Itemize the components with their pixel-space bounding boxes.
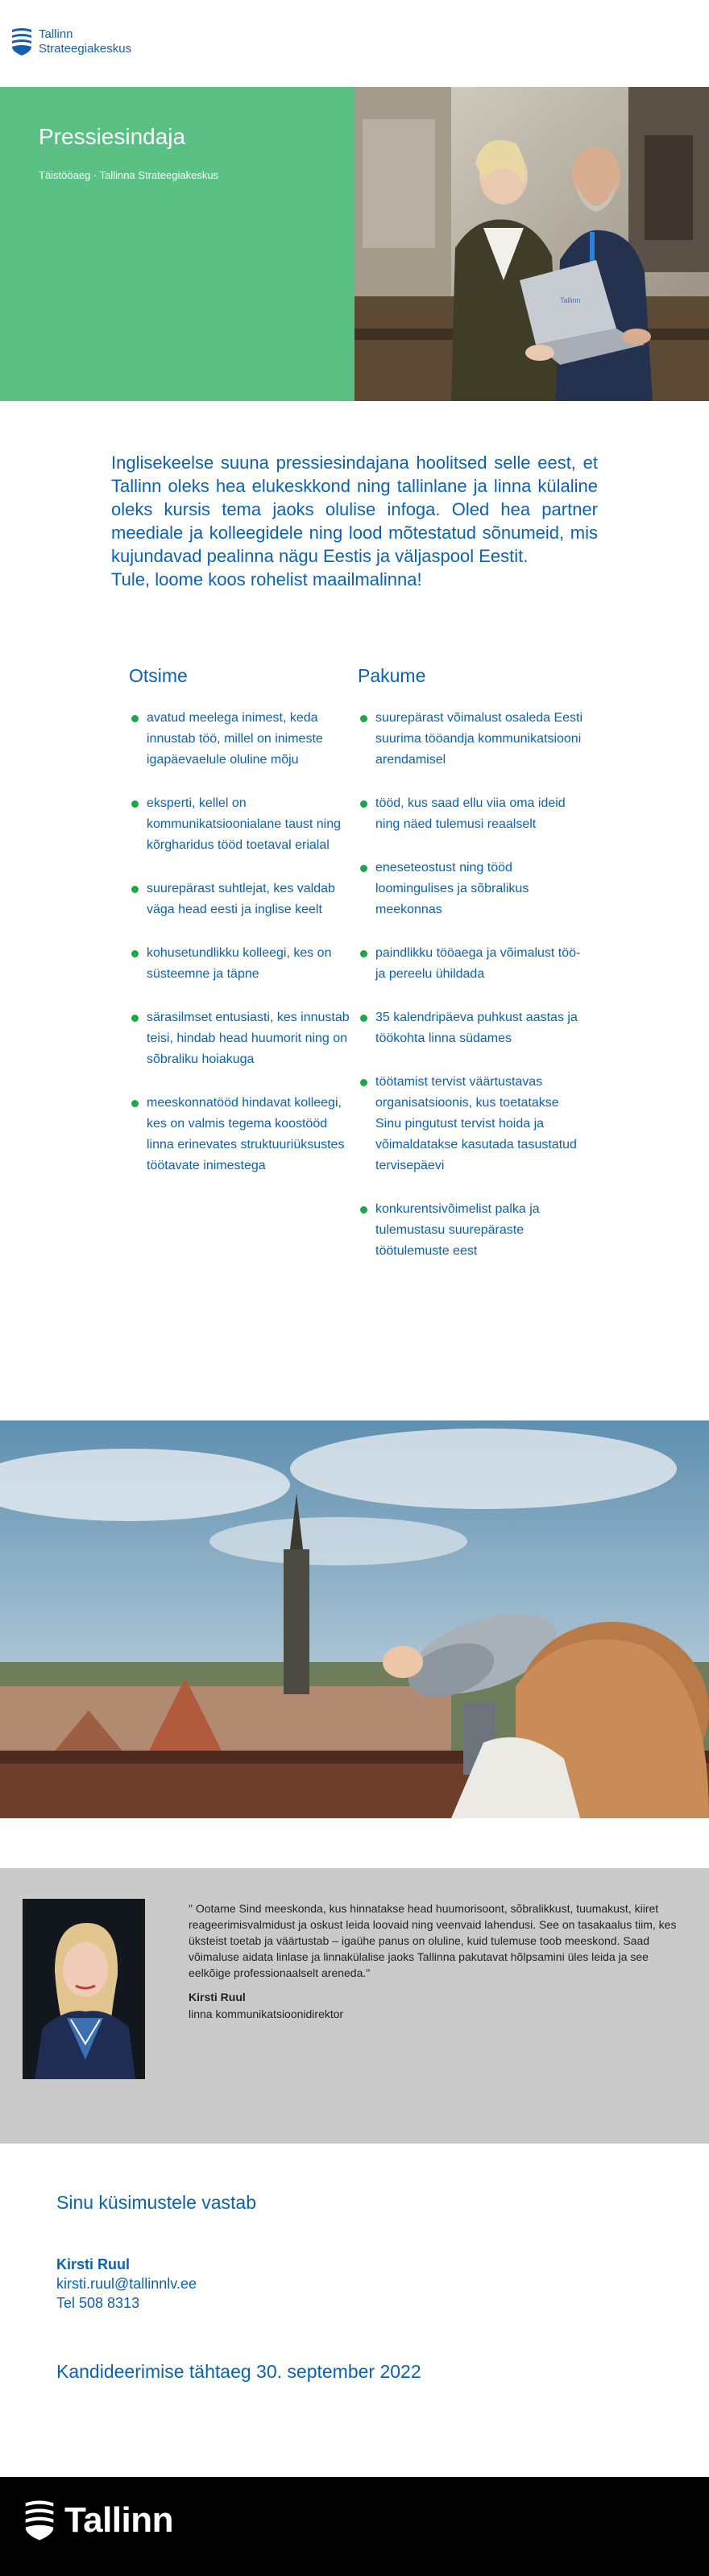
svg-text:Tallinn: Tallinn bbox=[560, 296, 581, 304]
page-header bbox=[0, 0, 709, 87]
kirsti-ruul-portrait bbox=[23, 1899, 145, 2079]
list-item: eneseteostust ning tööd loomingulises ja sõbralikus meekonnas bbox=[358, 858, 583, 920]
seeking-list bbox=[129, 708, 354, 1176]
list-item: suurepärast suhtlejat, kes valdab väga head eesti ja inglise keelt bbox=[129, 879, 354, 920]
logo-line-1: Tallinn bbox=[39, 27, 73, 41]
tallinn-footer-logo[interactable] bbox=[24, 2500, 173, 2541]
list-item: 35 kalendripäeva puhkust aastas ja töökohta linna südames bbox=[358, 1007, 583, 1049]
hero-photo bbox=[354, 87, 709, 401]
tallinn-shield-icon bbox=[11, 27, 32, 56]
offering-heading: Pakume bbox=[358, 665, 426, 686]
quote-section bbox=[0, 1868, 709, 2144]
intro-section bbox=[111, 451, 598, 591]
intro-paragraph: Inglisekeelse suuna pressiesindajana hoolitsed selle eest, et Tallinn oleks hea elukeskkond ning tallinlane ja linna külaline oleks kursis tema jaoks olulise infoga. Oled hea partner meediale ja kolleegidele ning lood mõtestatud sõnumeid, mis kujundavad pealinna nägu Eestis ja väljaspool Eestit. bbox=[111, 453, 598, 566]
list-item: avatud meelega inimest, keda innustab töö, millel on inimeste igapäevaelule oluline mõju bbox=[129, 708, 354, 771]
application-deadline: Kandideerimise tähtaeg 30. september 2022 bbox=[56, 2361, 421, 2382]
offering-list bbox=[358, 708, 583, 1262]
list-item: suurepärast võimalust osaleda Eesti suurima tööandja kommunikatsiooni arendamisel bbox=[358, 708, 583, 771]
contact-heading: Sinu küsimustele vastab bbox=[56, 2192, 257, 2213]
job-title: Pressiesindaja bbox=[39, 124, 186, 149]
footer-logo-text: Tallinn bbox=[64, 2500, 174, 2540]
logo-line-2: Strateegiakeskus bbox=[39, 42, 132, 56]
quote-author-role: linna kommunikatsioonidirektor bbox=[189, 2007, 344, 2020]
strateegiakeskus-logo[interactable] bbox=[11, 27, 131, 56]
list-item: kohusetundlikku kolleegi, kes on süsteemne ja täpne bbox=[129, 943, 354, 985]
seeking-column bbox=[129, 665, 354, 1176]
contact-email-link[interactable]: kirsti.ruul@tallinnlv.ee bbox=[56, 2276, 197, 2292]
portrait-photo bbox=[23, 1899, 145, 2079]
tallinn-shield-icon bbox=[24, 2500, 55, 2541]
list-item: särasilmset entusiasti, kes innustab teisi, hindab head huumorit ning on sõbraliku hoiakuga bbox=[129, 1007, 354, 1070]
list-item: meeskonnatööd hindavat kolleegi, kes on valmis tegema koostööd linna erinevates struktuuriüksustes töötavate inimestega bbox=[129, 1093, 354, 1176]
old-town-binoculars-photo bbox=[0, 1420, 709, 1818]
seeking-heading: Otsime bbox=[129, 665, 188, 686]
list-item: töötamist tervist väärtustavas organisatsioonis, kus toetatakse Sinu pingutust tervist hoida ja võimaldatakse kasutada tasustatud tervisepäevi bbox=[358, 1072, 583, 1176]
contact-phone: Tel 508 8313 bbox=[56, 2295, 140, 2311]
tallinn-old-town-photo bbox=[0, 1420, 709, 1818]
list-item: paindlikku tööaega ja võimalust töö- ja pereelu ühildada bbox=[358, 943, 583, 985]
quote-author-name: Kirsti Ruul bbox=[189, 1991, 246, 2003]
list-item: konkurentsivõimelist palka ja tulemustasu suurepäraste töötulemuste eest bbox=[358, 1199, 583, 1262]
contact-name: Kirsti Ruul bbox=[56, 2256, 131, 2272]
offering-column bbox=[358, 665, 583, 1262]
list-item: tööd, kus saad ellu viia oma ideid ning näed tulemusi reaalselt bbox=[358, 793, 583, 835]
page-footer bbox=[0, 2477, 709, 2576]
list-item: eksperti, kellel on kommunikatsioonialane taust ning kõrgharidus tööd toetaval erialal bbox=[129, 793, 354, 856]
colleagues-laptop-photo bbox=[354, 87, 709, 401]
job-subtitle: Täistööaeg · Tallinna Strateegiakeskus bbox=[39, 169, 219, 181]
hero-panel bbox=[0, 87, 354, 401]
intro-closing: Tule, loome koos rohelist maailmalinna! bbox=[111, 569, 422, 589]
hero-section bbox=[0, 87, 709, 401]
quote-text: " Ootame Sind meeskonda, kus hinnatakse head huumorisoont, sõbralikkust, tuumakust, kiiret reageerimisvalmidust ja oskust leida loovaid ning veenvaid lahendusi. See on tasakaalus tiim, kes üksteist toetab ja väärtustab – igaühe panus on oluline, kuid tulemuse toob meeskond. Saad võimaluse aidata linlase ja linnakülalise jaoks Tallinna pakutavat hõlpsamini üles leida ja see eelkõige professionaalselt areneda." bbox=[189, 1902, 677, 1979]
